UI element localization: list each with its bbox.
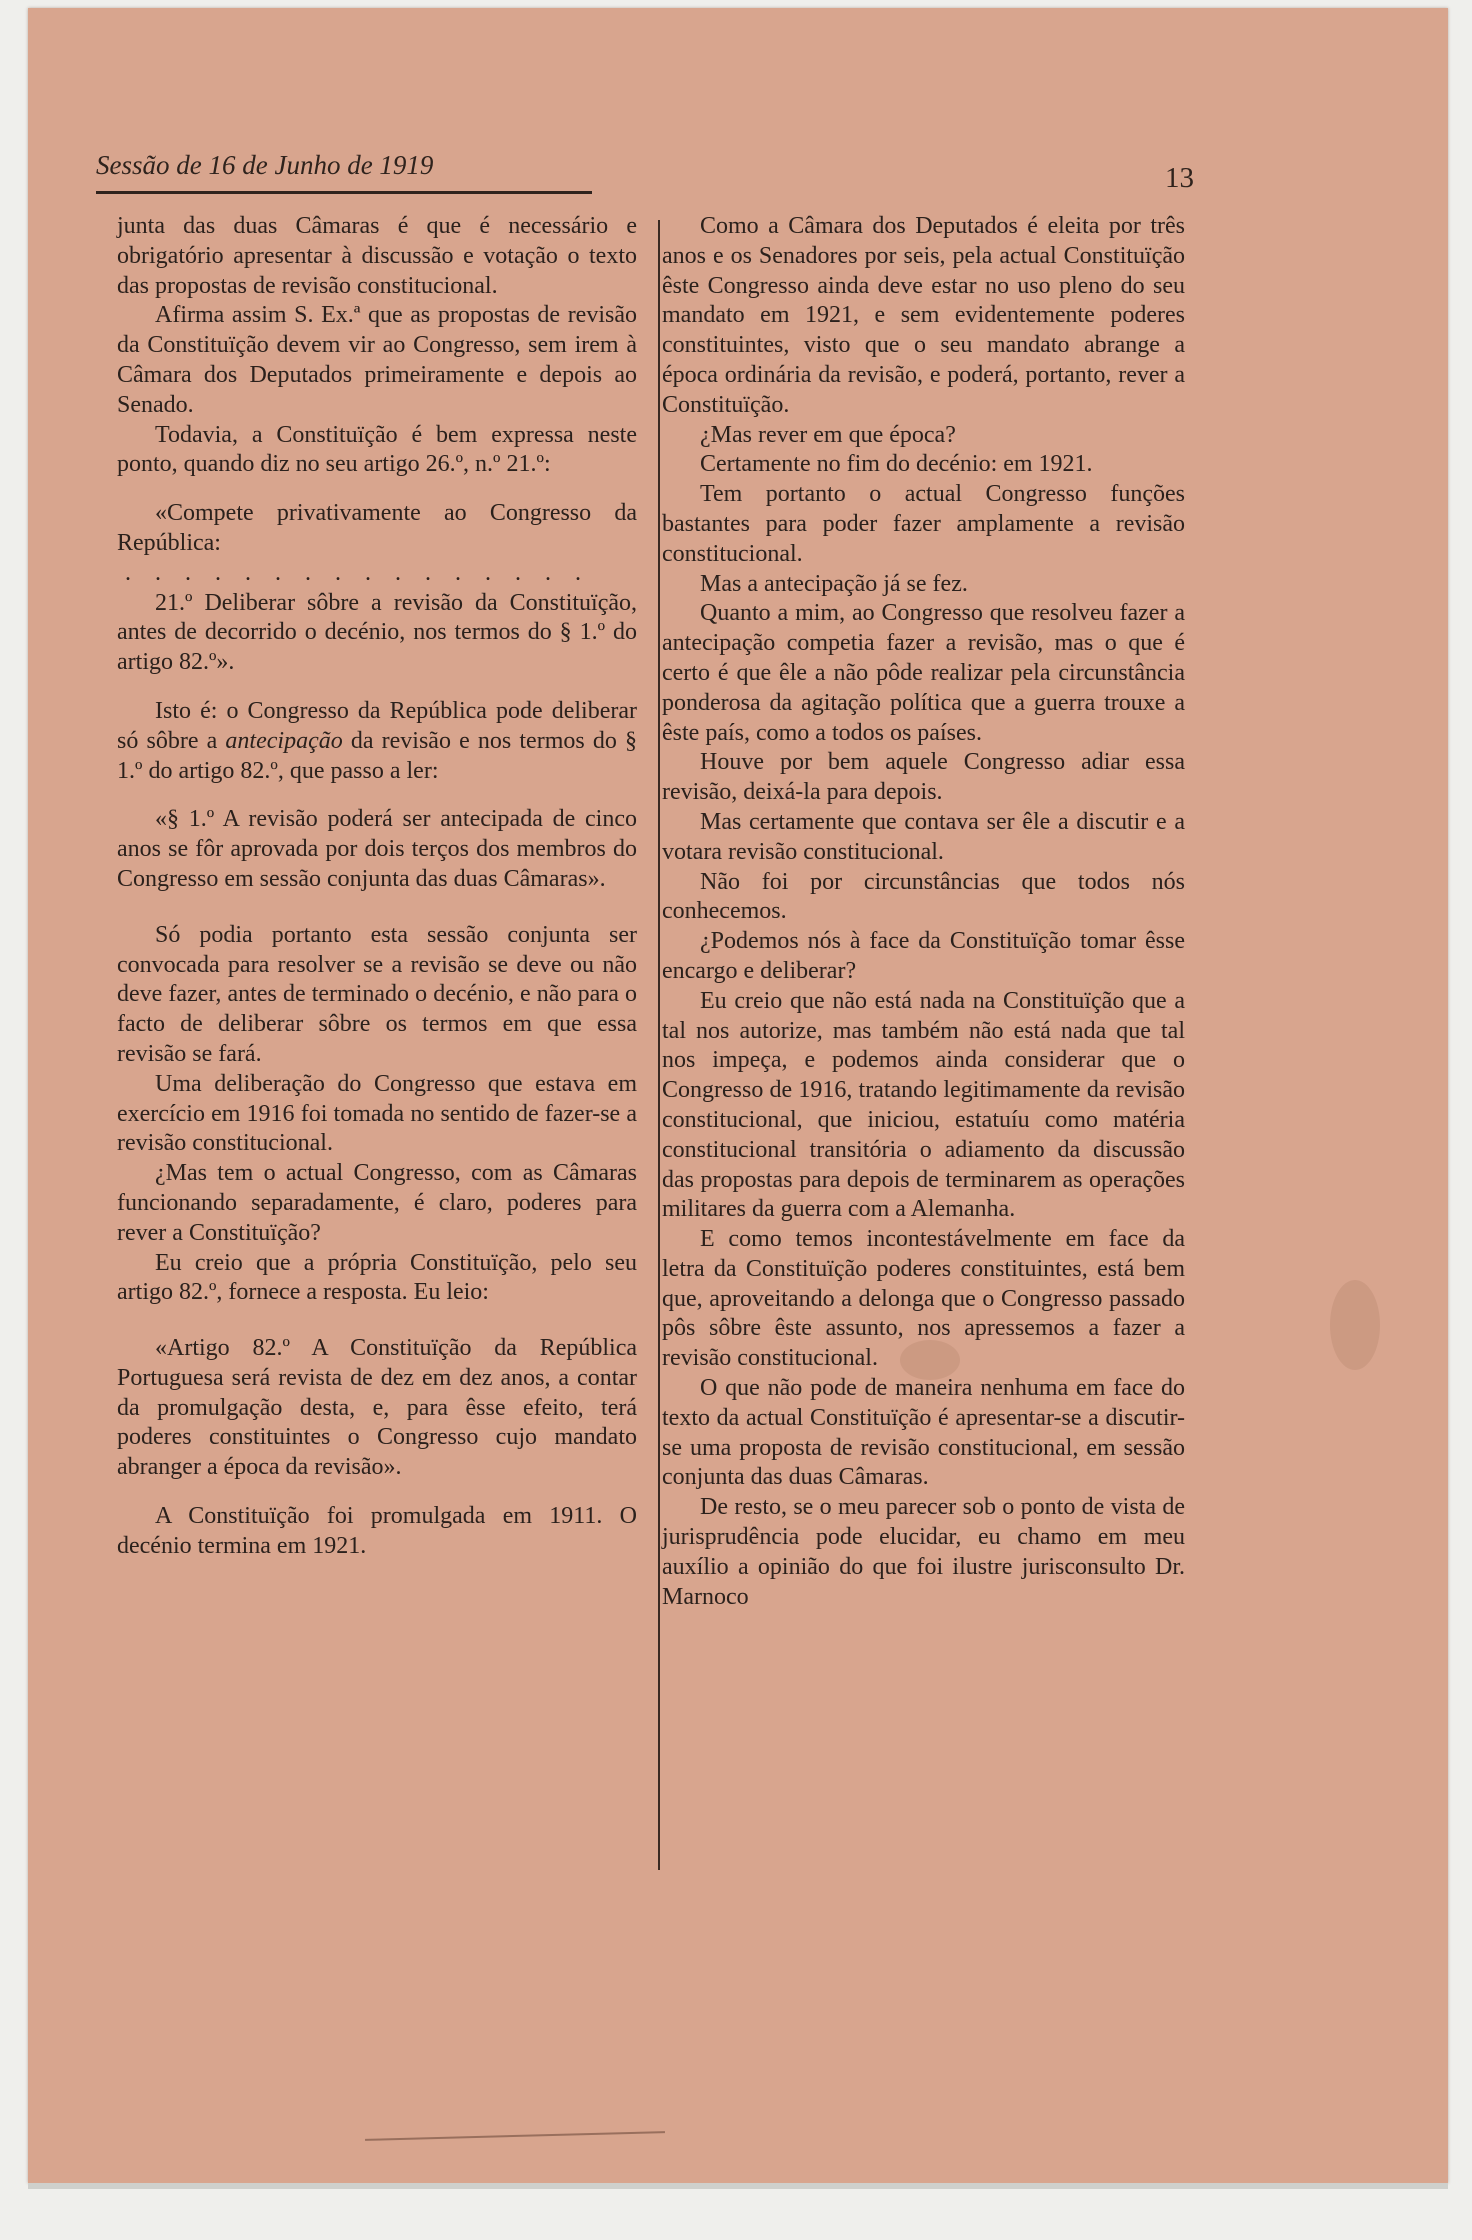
paragraph: Houve por bem aquele Congresso adiar essa revisão, deixá-la para depois. xyxy=(662,749,1185,806)
paragraph: Certamente no fim do decénio: em 1921. xyxy=(700,451,1093,478)
paragraph: Uma deliberação do Congresso que estava em exercício em 1916 foi tomada no sentido de fazer-se a revisão constitucional. xyxy=(117,1070,637,1157)
paragraph: De resto, se o meu parecer sob o ponto de vista de jurisprudência pode elucidar, eu chamo em meu auxílio a opinião do que foi ilustre jurisconsulto Dr. Marnoco xyxy=(662,1494,1185,1610)
right-column xyxy=(662,212,1185,1612)
page-number: 13 xyxy=(1165,162,1194,194)
paragraph: Mas a antecipação já se fez. xyxy=(700,570,968,597)
paragraph: Não foi por circunstâncias que todos nós conhecemos. xyxy=(662,868,1185,925)
paragraph: junta das duas Câmaras é que é necessário e obrigatório apresentar à discussão e votação o texto das propostas de revisão constitucional. xyxy=(117,213,637,299)
header-rule xyxy=(96,191,592,194)
page-edge xyxy=(28,2183,1448,2189)
paragraph: Afirma assim S. Ex.ª que as propostas de revisão da Constituïção devem vir ao Congresso, sem irem à Câmara dos Deputados primeiramente e depois ao Senado. xyxy=(117,302,637,418)
paragraph: Quanto a mim, ao Congresso que resolveu fazer a antecipação competia fazer a revisão, mas o que é certo é que êle a não pôde realizar pela circunstância ponderosa da agitação política que a guerra trouxe a êste país, como a todos os países. xyxy=(662,600,1185,746)
paragraph: Eu creio que não está nada na Constituïção que a tal nos autorize, mas também não está nada que tal nos impeça, e podemos ainda considerar que o Congresso de 1916, tratando legitimamente da revisão constitucional, que iniciou, estatuíu como matéria constitucional transitória o adiamento da discussão das propostas para depois de terminarem as operações militares da guerra com a Alemanha. xyxy=(662,987,1185,1223)
paper-stain xyxy=(1330,1280,1380,1370)
paragraph: A Constituïção foi promulgada em 1911. O decénio termina em 1921. xyxy=(117,1503,637,1559)
left-column xyxy=(117,212,637,1562)
paragraph: Isto é: o Congresso da República pode deliberar só sôbre a antecipação da revisão e nos termos do § 1.º do artigo 82.º, que passo a ler: xyxy=(117,697,637,784)
paragraph: O que não pode de maneira nenhuma em face do texto da actual Constituïção é apresentar-se a discutir-se uma proposta de revisão constitucional, em sessão conjunta das duas Câmaras. xyxy=(662,1375,1185,1491)
paragraph: E como temos incontestávelmente em face da letra da Constituïção poderes constituintes, está bem que, aproveitando a delonga que o Congresso passado pôs sôbre êste assunto, nos apressemos a fazer a revisão constitucional. xyxy=(662,1226,1185,1372)
paragraph: ¿Mas rever em que época? xyxy=(700,421,956,448)
paragraph: Tem portanto o actual Congresso funções bastantes para poder fazer amplamente a revisão constitucional. xyxy=(662,481,1185,567)
ellipsis-line: . . . . . . . . . . . . . . . . xyxy=(125,559,590,586)
emphasized-word: antecipação xyxy=(225,727,343,754)
session-header: Sessão de 16 de Junho de 1919 xyxy=(96,150,434,180)
column-divider xyxy=(658,220,660,1870)
paragraph: ¿Podemos nós à face da Constituïção tomar êsse encargo e deliberar? xyxy=(662,928,1185,984)
paragraph: Como a Câmara dos Deputados é eleita por três anos e os Senadores por seis, pela actual Constituïção êste Congresso ainda deve estar no uso pleno do seu mandato em 1921, e sem evidentemente poderes constituintes, visto que o seu mandato abrange a época ordinária da revisão, e poderá, portanto, rever a Constituïção. xyxy=(662,213,1185,418)
paragraph: Todavia, a Constituïção é bem expressa neste ponto, quando diz no seu artigo 26.º, n.º 21.º: xyxy=(117,421,637,478)
paragraph: Só podia portanto esta sessão conjunta ser convocada para resolver se a revisão se deve ou não deve fazer, antes de terminado o decénio, e não para o facto de deliberar sôbre os termos em que essa revisão se fará. xyxy=(117,921,637,1067)
quote-paragraph: 21.º Deliberar sôbre a revisão da Constituïção, antes de decorrido o decénio, nos termos do § 1.º do artigo 82.º». xyxy=(117,589,637,676)
quote-paragraph: «Artigo 82.º A Constituïção da República Portuguesa será revista de dez em dez anos, a contar da promulgação desta, e, para êsse efeito, terá poderes constituintes o Congresso cujo mandato abranger a época da revisão». xyxy=(117,1335,637,1481)
paragraph: Eu creio que a própria Constituïção, pelo seu artigo 82.º, fornece a resposta. Eu leio: xyxy=(117,1249,637,1306)
quote-paragraph: «§ 1.º A revisão poderá ser antecipada de cinco anos se fôr aprovada por dois terços dos membros do Congresso em sessão conjunta das duas Câmaras». xyxy=(117,806,637,892)
paragraph: Mas certamente que contava ser êle a discutir e a votara revisão constitucional. xyxy=(662,808,1185,865)
quote-paragraph: «Compete privativamente ao Congresso da República: xyxy=(117,500,637,556)
paragraph: ¿Mas tem o actual Congresso, com as Câmaras funcionando separadamente, é claro, poderes para rever a Constituïção? xyxy=(117,1160,637,1246)
